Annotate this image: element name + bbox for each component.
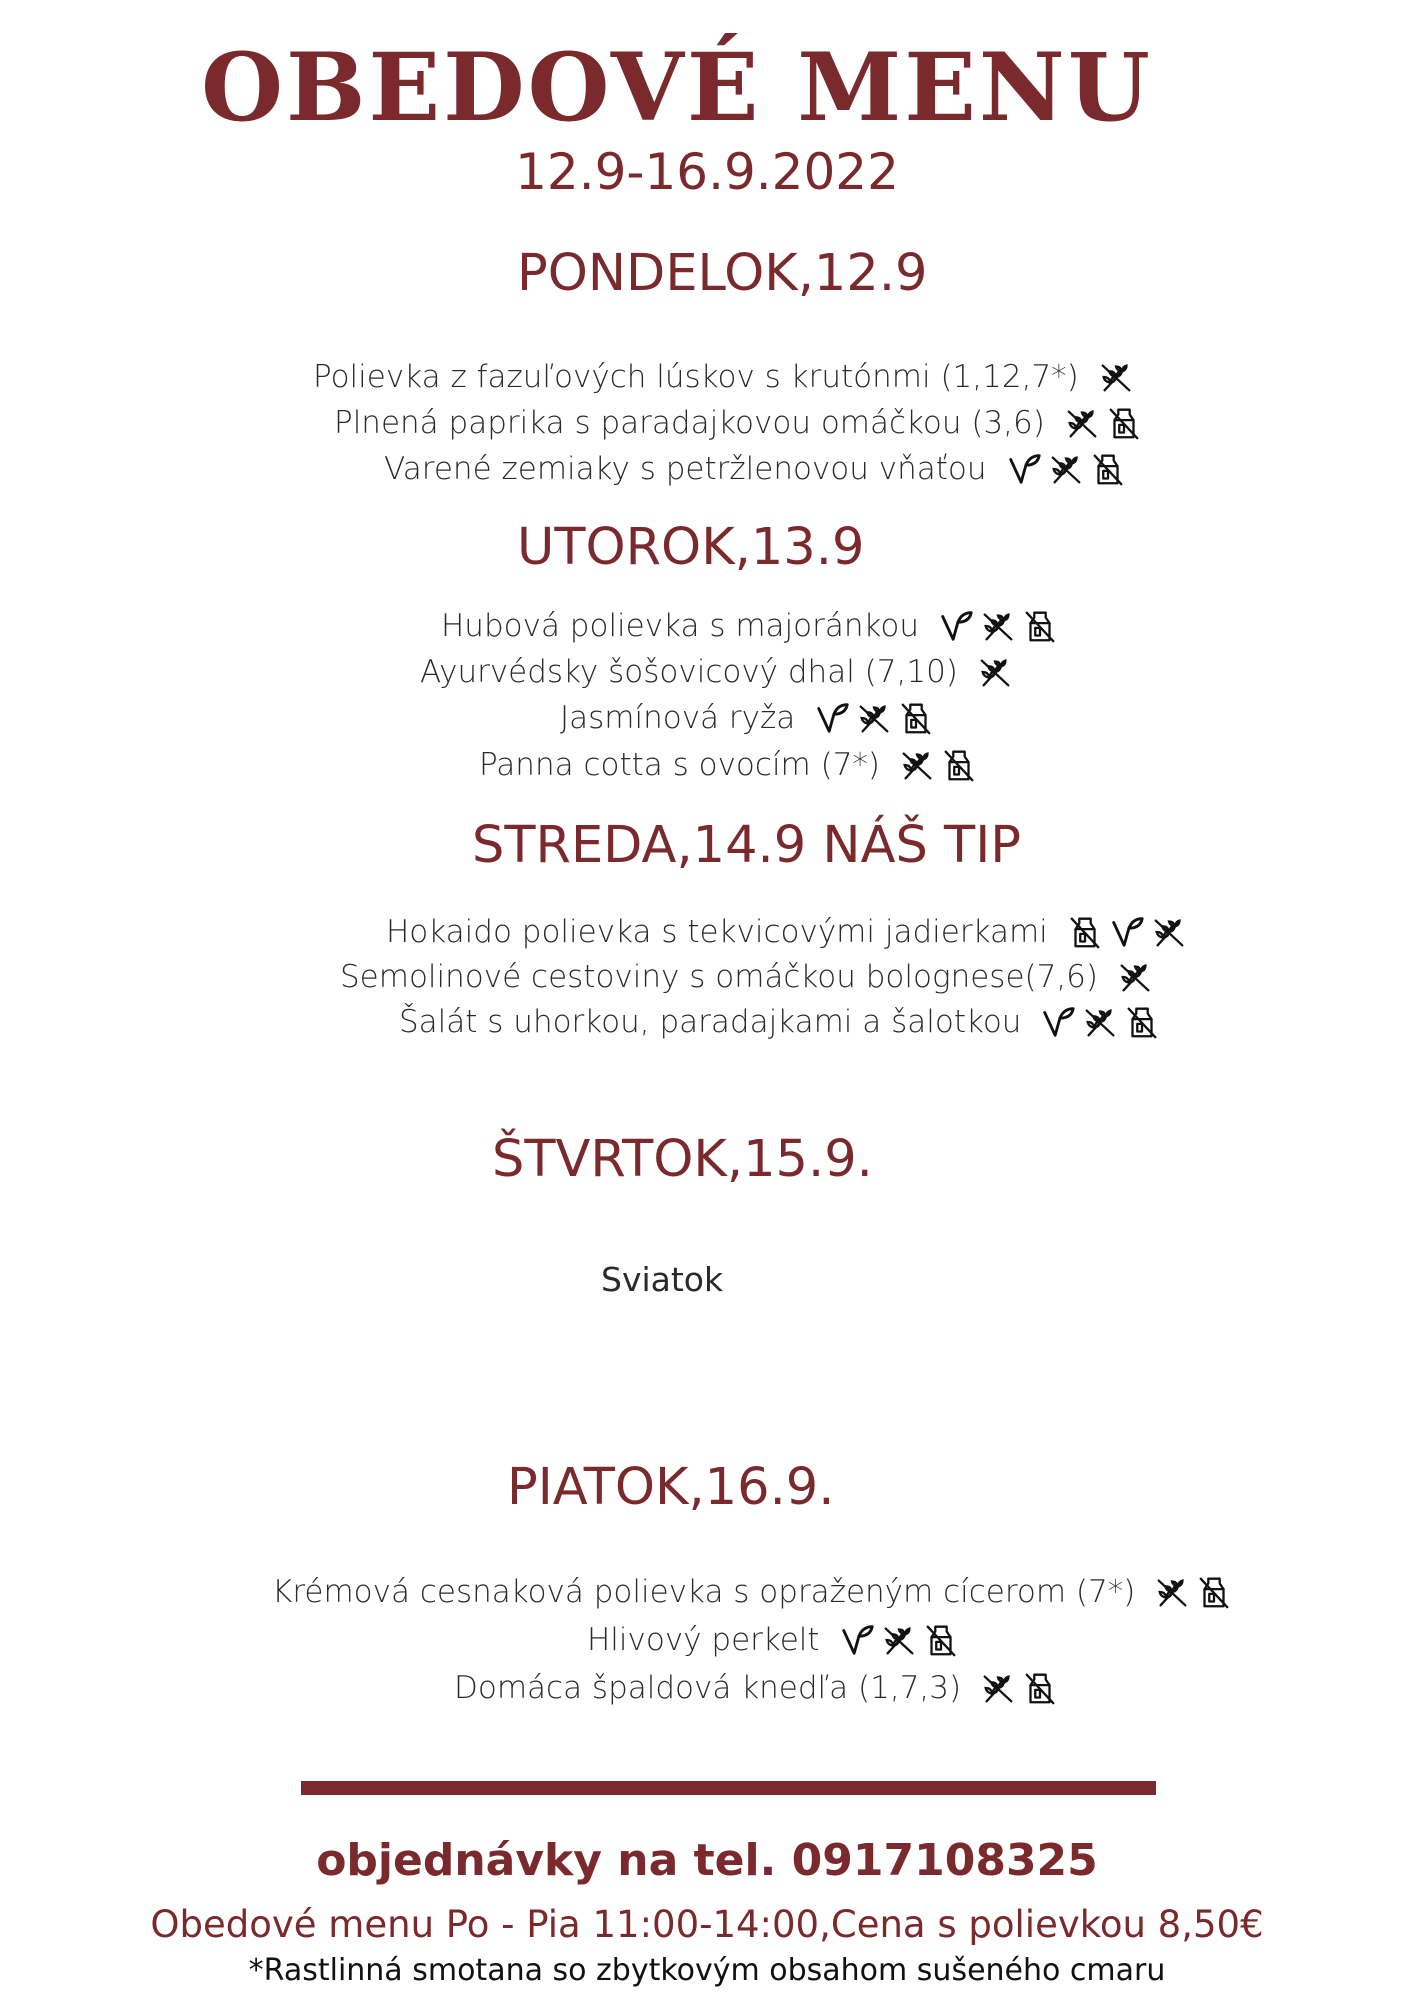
allergen-icons (894, 746, 978, 784)
no-gluten-icon (855, 699, 893, 737)
no-gluten-icon (1063, 404, 1101, 442)
allergen-icons (1149, 1573, 1233, 1611)
allergen-icons (1059, 404, 1143, 442)
day-heading-friday: PIATOK,16.9. (507, 1458, 835, 1517)
no-lactose-icon (1195, 1573, 1233, 1611)
menu-item (384, 449, 1127, 489)
menu-item (340, 957, 1154, 997)
dish-name: Ayurvédsky šošovicový dhal (7,10) (420, 654, 958, 690)
no-lactose-icon (1021, 1669, 1059, 1707)
no-gluten-icon (979, 607, 1017, 645)
no-lactose-icon (1066, 913, 1104, 951)
dish-name: Krémová cesnaková polievka s opraženým cícerom (7*) (272, 1574, 1136, 1610)
menu-item (479, 745, 978, 785)
no-gluten-icon (979, 1669, 1017, 1707)
vegan-icon (1039, 1003, 1077, 1041)
day-heading-thursday: ŠTVRTOK,15.9. (492, 1130, 873, 1189)
no-gluten-icon (880, 1621, 918, 1659)
day-heading-tuesday: UTOROK,13.9 (517, 518, 865, 577)
no-gluten-icon (1097, 358, 1135, 396)
vegan-icon (813, 699, 851, 737)
dish-name: Varené zemiaky s petržlenovou vňaťou (384, 451, 987, 487)
divider-rule (301, 1781, 1156, 1795)
no-gluten-icon (1150, 913, 1188, 951)
no-gluten-icon (1047, 450, 1085, 488)
allergen-icons (975, 1669, 1059, 1707)
menu-item (454, 1668, 1059, 1708)
allergen-icons (972, 653, 1014, 691)
no-lactose-icon (1021, 607, 1059, 645)
menu-item (334, 403, 1143, 443)
day-heading-monday: PONDELOK,12.9 (517, 244, 928, 303)
no-lactose-icon (1123, 1003, 1161, 1041)
dish-name: Šalát s uhorkou, paradajkami a šalotkou (399, 1004, 1022, 1040)
allergen-icons (1112, 958, 1154, 996)
allergen-icons (809, 699, 935, 737)
no-lactose-icon (922, 1621, 960, 1659)
dish-name: Semolinové cestoviny s omáčkou bolognese(7,6) (340, 959, 1099, 995)
vegan-icon (1108, 913, 1146, 951)
allergen-icons (933, 607, 1059, 645)
opening-hours-price: Obedové menu Po - Pia 11:00-14:00,Cena s polievkou 8,50€ (150, 1903, 1264, 1946)
no-gluten-icon (1081, 1003, 1119, 1041)
dish-name: Domáca špaldová knedľa (1,7,3) (454, 1670, 962, 1706)
menu-item (313, 357, 1135, 397)
dish-name: Panna cotta s ovocím (7*) (479, 747, 881, 783)
no-lactose-icon (940, 746, 978, 784)
menu-item (386, 912, 1188, 952)
allergen-icons (1035, 1003, 1161, 1041)
no-gluten-icon (976, 653, 1014, 691)
no-lactose-icon (1089, 450, 1127, 488)
no-gluten-icon (898, 746, 936, 784)
no-gluten-icon (1153, 1573, 1191, 1611)
no-gluten-icon (1116, 958, 1154, 996)
dish-name: Plnená paprika s paradajkovou omáčkou (3,6) (334, 405, 1045, 441)
dish-name: Hubová polievka s majoránkou (441, 608, 919, 644)
menu-title (0, 33, 1414, 143)
dish-name: Hokaido polievka s tekvicovými jadierkami (386, 914, 1048, 950)
no-lactose-icon (1105, 404, 1143, 442)
holiday-label: Sviatok (601, 1260, 724, 1299)
menu-item (272, 1572, 1233, 1612)
vegan-icon (1005, 450, 1043, 488)
date-range (0, 142, 1414, 202)
vegan-icon (937, 607, 975, 645)
day-heading-wednesday: STREDA,14.9 NÁŠ TIP (472, 816, 1021, 875)
menu-item (587, 1620, 960, 1660)
allergen-icons (1062, 913, 1188, 951)
vegan-icon (838, 1621, 876, 1659)
allergen-icons (1001, 450, 1127, 488)
menu-item (441, 606, 1059, 646)
footnote: *Rastlinná smotana so zbytkovým obsahom sušeného cmaru (248, 1953, 1166, 1988)
no-lactose-icon (897, 699, 935, 737)
dish-name: Polievka z fazuľových lúskov s krutónmi (1,12,7*) (313, 359, 1079, 395)
allergen-icons (834, 1621, 960, 1659)
allergen-icons (1093, 358, 1135, 396)
dish-name: Hlivový perkelt (587, 1622, 820, 1658)
menu-item (420, 652, 1014, 692)
menu-title-text: OBEDOVÉ MENU (201, 33, 1153, 143)
menu-item (560, 698, 935, 738)
dish-name: Jasmínová ryža (560, 700, 796, 736)
date-range-text: 12.9-16.9.2022 (515, 143, 899, 201)
orders-phone: objednávky na tel. 0917108325 (316, 1835, 1098, 1886)
menu-item (399, 1002, 1161, 1042)
